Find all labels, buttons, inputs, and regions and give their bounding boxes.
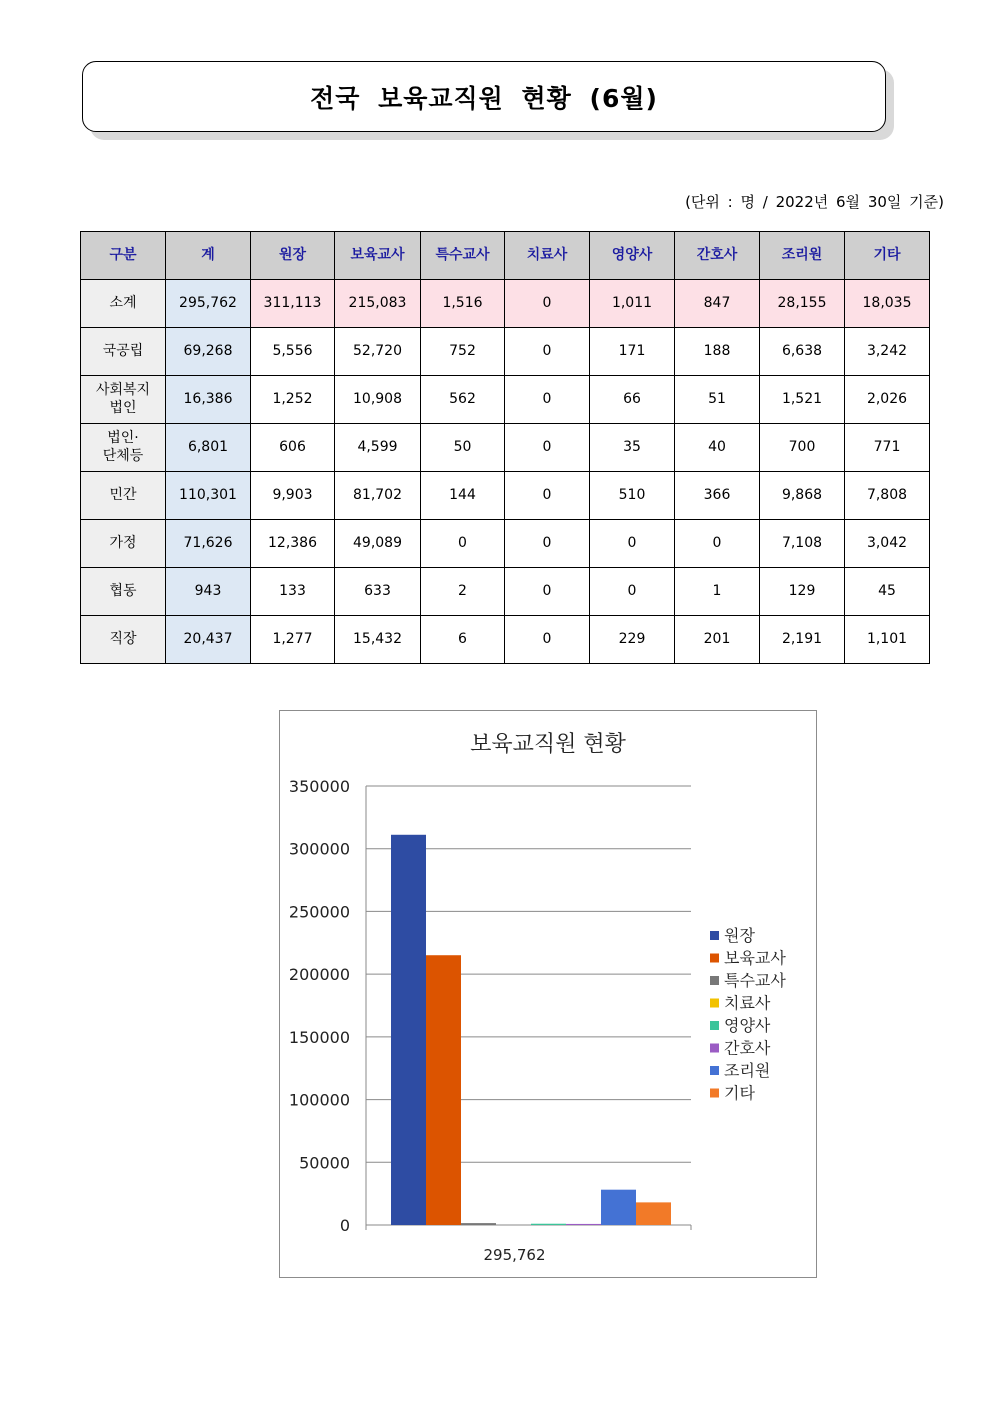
table-row — [81, 424, 930, 472]
table-cell: 0 — [505, 472, 590, 520]
header-cell: 조리원 — [760, 232, 845, 280]
table-cell: 0 — [505, 280, 590, 328]
table-cell: 562 — [421, 376, 505, 424]
table-row — [81, 520, 930, 568]
y-tick-label: 250000 — [288, 902, 350, 922]
legend-swatch — [710, 954, 719, 963]
y-tick-label: 350000 — [288, 777, 350, 796]
row-label: 협동 — [81, 568, 166, 616]
table-cell: 700 — [760, 424, 845, 472]
legend-label: 조리원 — [724, 1061, 771, 1080]
header-cell: 간호사 — [675, 232, 760, 280]
table-cell: 144 — [421, 472, 505, 520]
unit-note: (단위 : 명 / 2022년 6월 30일 기준) — [685, 193, 944, 211]
table-cell: 752 — [421, 328, 505, 376]
header-cell: 보육교사 — [335, 232, 421, 280]
table-cell: 35 — [590, 424, 675, 472]
table-cell: 311,113 — [251, 280, 335, 328]
title-box — [82, 61, 886, 132]
bar-3 — [461, 1223, 496, 1225]
header-cell: 계 — [166, 232, 251, 280]
row-total: 295,762 — [166, 280, 251, 328]
table-cell: 40 — [675, 424, 760, 472]
table-cell: 50 — [421, 424, 505, 472]
x-category-label: 295,762 — [483, 1246, 546, 1264]
legend-label: 간호사 — [724, 1038, 771, 1058]
legend-swatch — [710, 1066, 719, 1075]
table-cell: 0 — [590, 520, 675, 568]
legend-label: 보육교사 — [724, 948, 786, 968]
header-cell: 특수교사 — [421, 232, 505, 280]
table-cell: 201 — [675, 616, 760, 664]
page-title: 전국 보육교직원 현황 (6월) — [310, 83, 658, 113]
table-cell: 0 — [675, 520, 760, 568]
table-cell: 0 — [505, 424, 590, 472]
y-tick-label: 200000 — [288, 965, 350, 985]
table-cell: 0 — [505, 328, 590, 376]
y-tick-label: 150000 — [288, 1027, 350, 1047]
bar-8 — [636, 1202, 671, 1225]
table-row — [81, 568, 930, 616]
legend-swatch — [710, 999, 719, 1008]
row-label: 사회복지 법인 — [81, 376, 166, 424]
row-total: 69,268 — [166, 328, 251, 376]
legend-label: 특수교사 — [724, 971, 786, 990]
bar-5 — [531, 1224, 566, 1225]
table-cell: 1,277 — [251, 616, 335, 664]
header-cell: 영양사 — [590, 232, 675, 280]
legend-swatch — [710, 1089, 719, 1098]
table-cell: 229 — [590, 616, 675, 664]
table-cell: 3,042 — [845, 520, 930, 568]
legend-swatch — [710, 931, 719, 940]
table-cell: 2,191 — [760, 616, 845, 664]
table-cell: 0 — [505, 376, 590, 424]
table-cell: 1,516 — [421, 280, 505, 328]
table-cell: 1,252 — [251, 376, 335, 424]
table-cell: 7,808 — [845, 472, 930, 520]
header-cell: 기타 — [845, 232, 930, 280]
table-cell: 6 — [421, 616, 505, 664]
table-cell: 3,242 — [845, 328, 930, 376]
table-row — [81, 280, 930, 328]
table-cell: 10,908 — [335, 376, 421, 424]
table-cell: 81,702 — [335, 472, 421, 520]
table-cell: 510 — [590, 472, 675, 520]
table-cell: 45 — [845, 568, 930, 616]
table-cell: 847 — [675, 280, 760, 328]
row-label: 민간 — [81, 472, 166, 520]
legend-swatch — [710, 976, 719, 985]
table-cell: 15,432 — [335, 616, 421, 664]
row-label: 법인· 단체등 — [81, 424, 166, 472]
chart-frame — [279, 710, 817, 1278]
chart-title: 보육교직원 현황 — [470, 732, 626, 757]
table-cell: 0 — [505, 568, 590, 616]
table-row — [81, 472, 930, 520]
y-tick-label: 100000 — [288, 1090, 350, 1110]
table-cell: 633 — [335, 568, 421, 616]
table-cell: 18,035 — [845, 280, 930, 328]
table-cell: 0 — [590, 568, 675, 616]
bar-1 — [391, 835, 426, 1225]
table-cell: 12,386 — [251, 520, 335, 568]
table-row — [81, 376, 930, 424]
table-cell: 0 — [505, 520, 590, 568]
table-cell: 215,083 — [335, 280, 421, 328]
table-cell: 133 — [251, 568, 335, 616]
table-cell: 188 — [675, 328, 760, 376]
table-cell: 51 — [675, 376, 760, 424]
row-label: 소계 — [81, 280, 166, 328]
table-cell: 129 — [760, 568, 845, 616]
bar-2 — [426, 955, 461, 1225]
y-tick-label: 50000 — [299, 1153, 350, 1173]
y-tick-label: 300000 — [288, 839, 350, 859]
table-cell: 7,108 — [760, 520, 845, 568]
header-cell: 구분 — [81, 232, 166, 280]
y-tick-label: 0 — [339, 1216, 350, 1235]
table-cell: 2,026 — [845, 376, 930, 424]
bar-6 — [566, 1224, 601, 1225]
legend-label: 기타 — [724, 1083, 755, 1103]
table-cell: 2 — [421, 568, 505, 616]
table-cell: 9,868 — [760, 472, 845, 520]
table-cell: 49,089 — [335, 520, 421, 568]
staff-table — [80, 231, 930, 664]
table-cell: 366 — [675, 472, 760, 520]
table-cell: 0 — [421, 520, 505, 568]
table-cell: 171 — [590, 328, 675, 376]
table-cell: 6,638 — [760, 328, 845, 376]
row-total: 110,301 — [166, 472, 251, 520]
table-cell: 1 — [675, 568, 760, 616]
row-label: 직장 — [81, 616, 166, 664]
table-cell: 28,155 — [760, 280, 845, 328]
bar-7 — [601, 1190, 636, 1225]
table-row — [81, 328, 930, 376]
header-cell: 원장 — [251, 232, 335, 280]
legend-swatch — [710, 1021, 719, 1030]
table-cell: 52,720 — [335, 328, 421, 376]
table-cell: 5,556 — [251, 328, 335, 376]
row-total: 943 — [166, 568, 251, 616]
table-cell: 1,101 — [845, 616, 930, 664]
row-total: 71,626 — [166, 520, 251, 568]
table-row — [81, 616, 930, 664]
legend-label: 영양사 — [724, 1016, 771, 1035]
legend-label: 치료사 — [724, 993, 771, 1013]
row-label: 국공립 — [81, 328, 166, 376]
table-cell: 9,903 — [251, 472, 335, 520]
row-total: 16,386 — [166, 376, 251, 424]
bar-chart — [280, 711, 816, 1277]
legend-swatch — [710, 1044, 719, 1053]
table-cell: 606 — [251, 424, 335, 472]
table-cell: 0 — [505, 616, 590, 664]
table-cell: 1,521 — [760, 376, 845, 424]
table-cell: 771 — [845, 424, 930, 472]
row-total: 6,801 — [166, 424, 251, 472]
table-header-row — [81, 232, 930, 280]
header-cell: 치료사 — [505, 232, 590, 280]
table-cell: 1,011 — [590, 280, 675, 328]
legend-label: 원장 — [724, 926, 755, 945]
row-total: 20,437 — [166, 616, 251, 664]
row-label: 가정 — [81, 520, 166, 568]
table-cell: 4,599 — [335, 424, 421, 472]
table-cell: 66 — [590, 376, 675, 424]
